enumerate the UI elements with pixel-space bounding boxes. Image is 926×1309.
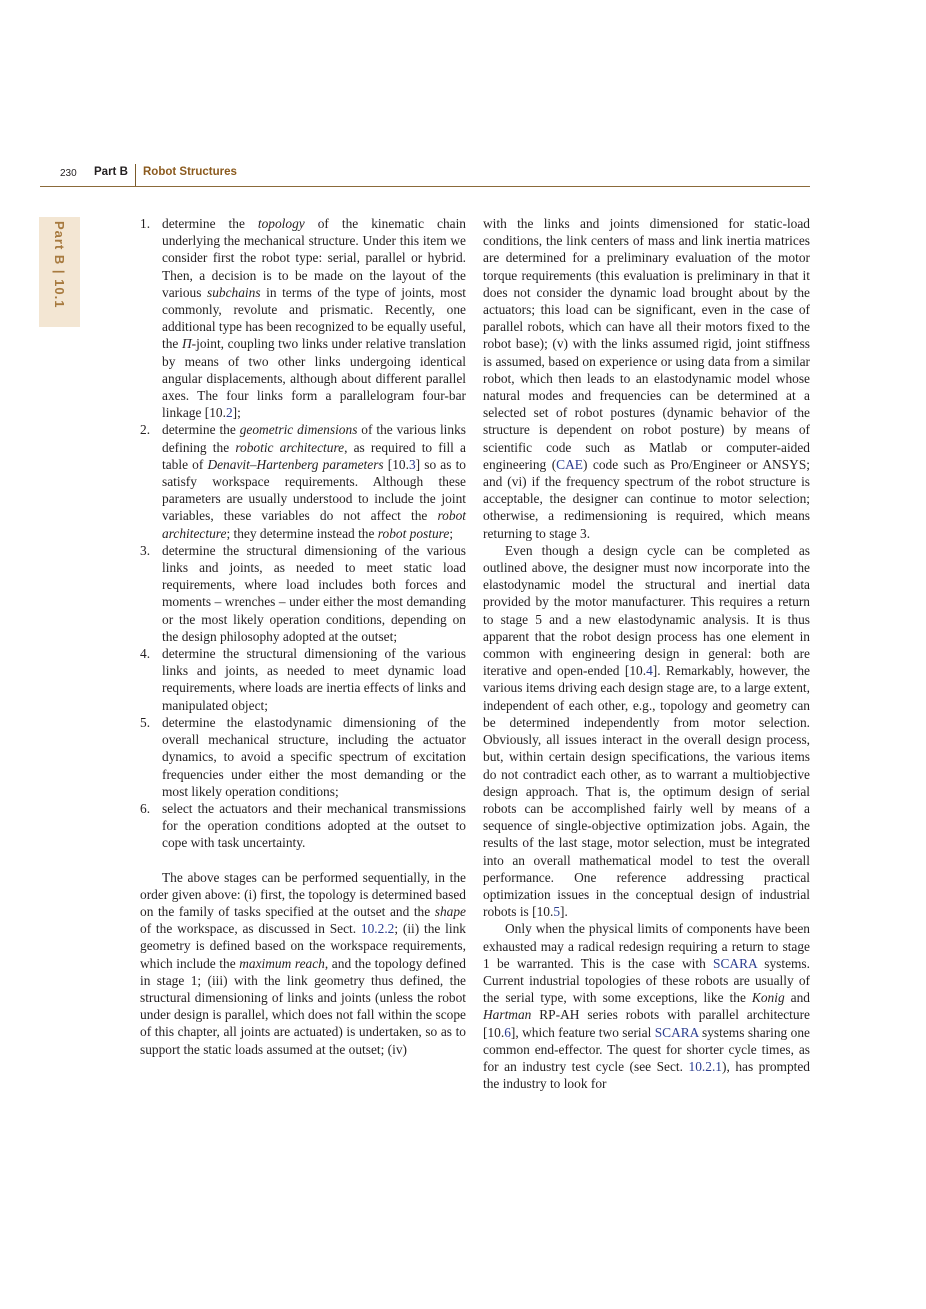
body-paragraph: with the links and joints dimensioned for static-load conditions, the link centers of mass and link inertia matrices are determined for a preliminary evaluation of the motor torque requirements (this evaluation is preliminary in that it does not consider the dynamic load brought about by the actuators; this load can be significant, even in the case of parallel robots, which can have all their motors fixed to the robot base); (v) with the links assumed rigid, joint stiffness is assumed, based on experience or using data from a similar robot, which then leads to an elastodynamic model whose natural modes and frequencies can be determined at a selected set of robot postures (dynamic behavior of the structure is dependent on robot posture) by means of scientific code such as Matlab or computer-aided engineering (CAE) code such as Pro/Engineer or ANSYS; and (vi) if the frequency spectrum of the robot structure is acceptable, the designer can continue to motor selection; otherwise, a redimensioning is required, which means returning to stage 3. (483, 216, 811, 541)
part-label: Part B (94, 166, 128, 178)
list-number: 4. (140, 646, 151, 662)
list-item (140, 800, 466, 852)
body-paragraph: Even though a design cycle can be completed as outlined above, the designer must now incorporate into the elastodynamic model the structural and inertial data provided by the motor manufacturer. This requires a return to stage 5 and a new elastodynamic analysis. It is thus apparent that the robot design process has one element in common with engineering design in general: both are iterative and open-ended [10.4]. Remarkably, however, the various items driving each design stage are, to a large extent, independent of each other, e.g., topology and geometry can be determined independently from motor selection. Obviously, all issues interact in the overall design process, but, within certain design specifications, the various items do not contradict each other, as to warrant a multiobjective design approach. That is, the optimum design of serial robots can be accomplished fairly well by means of a sequence of single-objective optimization jobs. Again, the results of the last stage, motor selection, must be integrated into an overall mathematical model to test the overall performance. One reference addressing practical optimization issues in the conceptual design of industrial robots is [10.5]. (483, 542, 810, 920)
citation-link[interactable]: 4 (646, 663, 653, 679)
header-rule (40, 186, 810, 187)
section-title: Robot Structures (143, 166, 237, 178)
header-separator (135, 164, 136, 186)
citation-link[interactable]: 3 (408, 456, 416, 472)
list-number: 1. (140, 216, 151, 231)
body-paragraph: Only when the physical limits of components have been exhausted may a radical redesign requiring a return to stage 1 be warranted. This is the case with SCARA systems. Current industrial topologies of these robots are usually of the serial type, with some exceptions, like the Konig and Hartman RP-AH series robots with parallel architecture [10.6], which feature two serial SCARA systems sharing one common end-effector. The quest for shorter cycle times, as for an industry test cycle (see Sect. 10.2.1), has prompted the industry to look for (483, 921, 810, 1092)
section-link[interactable]: 10.2.2 (360, 921, 395, 937)
page-number: 230 (60, 168, 77, 179)
list-text: determine the topology of the kinematic chain underlying the mechanical structure. Under this item we consider first the robot type: serial, parallel or hybrid. Then, a decision is to be made on the layout of the various subchains in terms of the type of joints, most commonly, revolute and prismatic. Recently, one additional type has been recognized to be equally useful, the Π-joint, coupling two links under relative translation by means of two other links undergoing identical angular displacements, although about different parallel axes. The four links form a parallelogram four-bar linkage [10.2]; (162, 216, 467, 421)
abbreviation-link[interactable]: CAE (556, 456, 583, 472)
list-text: determine the elastodynamic dimensioning of the overall mechanical structure, including the actuator dynamics, to avoid a specific spectrum of excitation frequencies under either the most demanding or the most likely operation conditions; (162, 714, 466, 799)
list-text: determine the geometric dimensions of the various links defining the robotic architecture, as required to fill a table of Denavit–Hartenberg parameters [10.3] so as to satisfy workspace requirements. Although these parameters are usually understood to include the joint variables, these variables do not affect the robot architecture; they determine instead the robot posture; (162, 422, 466, 541)
list-item (140, 215, 466, 421)
citation-link[interactable]: 5 (553, 904, 561, 920)
abbreviation-link[interactable]: SCARA (654, 1024, 699, 1040)
list-text: select the actuators and their mechanical transmissions for the operation conditions adopted at the outset to cope with task uncertainty. (162, 800, 466, 851)
running-header (40, 164, 810, 188)
section-link[interactable]: 10.2.1 (688, 1058, 722, 1074)
citation-link[interactable]: 6 (504, 1024, 511, 1040)
list-item (140, 645, 466, 714)
list-number: 2. (140, 422, 151, 438)
right-column (483, 215, 810, 1092)
list-text: determine the structural dimensioning of the various links and joints, as needed to meet static load requirements, where load includes both forces and moments – wrenches – under either the most demanding or the most likely operation conditions, depending on the design philosophy adopted at the outset; (162, 542, 466, 644)
list-number: 5. (140, 714, 151, 730)
spacer (140, 852, 466, 869)
left-column (140, 215, 466, 1058)
side-tab (39, 217, 80, 327)
design-stages-list (140, 215, 466, 852)
abbreviation-link[interactable]: SCARA (713, 955, 757, 971)
list-text: determine the structural dimensioning of the various links and joints, as needed to meet dynamic load requirements, where loads are inertia effects of links and manipulated object; (162, 646, 466, 713)
list-item (140, 714, 466, 800)
list-item (140, 542, 466, 645)
citation-link[interactable]: 2 (225, 405, 233, 421)
list-number: 6. (140, 800, 151, 816)
body-paragraph: The above stages can be performed sequentially, in the order given above: (i) first, the topology is determined based on the family of tasks specified at the outset and the shape of the workspace, as discussed in Sect. 10.2.2; (ii) the link geometry is defined based on the workspace requirements, which include the maximum reach, and the topology defined in stage 1; (iii) with the link geometry thus defined, the structural dimensioning of links and joints (unless the robot under design is parallel, which does not fall within the scope of this chapter, all joints are actuated) is undertaken, so as to support the static loads assumed at the outset; (iv) (140, 869, 466, 1057)
list-number: 3. (140, 542, 151, 558)
side-tab-label: Part B | 10.1 (52, 221, 67, 309)
list-item (140, 421, 466, 541)
